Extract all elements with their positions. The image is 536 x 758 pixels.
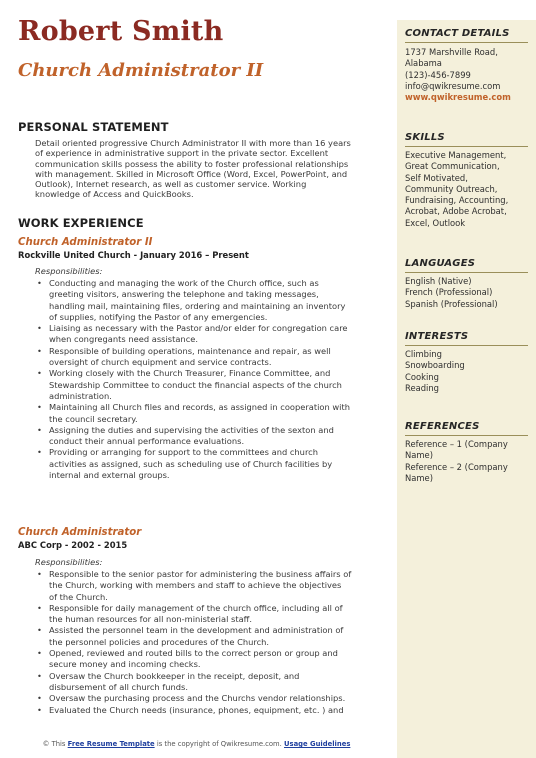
email[interactable]: info@qwikresume.com [405,80,501,91]
divider [405,42,528,43]
skill-item: Fundraising, Accounting, [405,195,509,206]
interest-item: Snowboarding [405,360,465,371]
list-item: • Opened, reviewed and routed bills to the correct person or group and secure money and incoming checks. [35,648,385,671]
responsibilities-list [35,278,385,481]
statement-line: knowledge of Access and QuickBooks. [35,189,194,200]
list-item: • Providing or arranging for support to the committees and church activities as assigned, such as scheduling use of Church facilities by internal and external groups. [35,447,385,481]
list-item: • Responsible for daily management of the church office, including all of the human resources for all non-ministerial staff. [35,603,385,626]
statement-line: Detail oriented progressive Church Administrator II with more than 16 years [35,138,351,148]
statement-line: of experience in administrative support in the private sector. Excellent [35,148,329,159]
list-item: • Responsible to the senior pastor for administering the business affairs of the Church, working with members and staff to achieve the objectives of the Church. [35,569,385,603]
responsibilities-label: Responsibilities: [35,266,103,276]
statement-line: Outlook), Internet research, as well as customer service. Working [35,179,307,190]
divider [405,272,528,273]
skill-item: Acrobat, Adobe Acrobat, [405,206,507,217]
divider [405,345,528,346]
interest-item: Reading [405,382,439,393]
divider [405,435,528,436]
job-title: Church Administrator II [18,237,153,248]
contact-details [405,47,533,103]
skill-item: Excel, Outlook [405,217,466,228]
languages-heading: LANGUAGES [405,258,476,269]
personal-statement-heading: PERSONAL STATEMENT [18,120,169,134]
statement-line: communication skills possess the ability to foster professional relationships [35,158,349,169]
interest-item: Cooking [405,371,439,382]
skills-heading: SKILLS [405,132,445,143]
skills-list [405,150,533,229]
list-item: • Working closely with the Church Treasurer, Finance Committee, and Stewardship Committee to conduct the financial aspects of the church administration. [35,368,385,402]
skill-item: Self Motivated, [405,172,468,183]
list-item: • Responsible of building operations, maintenance and repair, as well oversight of church equipment and service contracts. [35,346,385,369]
language-item: English (Native) [405,276,472,286]
work-experience-heading: WORK EXPERIENCE [18,216,144,230]
candidate-name: Robert Smith [18,16,224,47]
list-item: • Assigning the duties and supervising the activities of the sexton and conduct their annual performance evaluations. [35,425,385,448]
website-link[interactable]: www.qwikresume.com [405,92,511,103]
sidebar [397,20,536,758]
free-resume-template-link[interactable]: Free Resume Template [67,740,155,748]
skill-item: Great Communication, [405,161,500,172]
interests-list [405,349,533,394]
usage-guidelines-link[interactable]: Usage Guidelines [284,740,351,748]
list-item: • Evaluated the Church needs (insurance, phones, equipment, etc. ) and [35,705,385,716]
list-item: • Maintaining all Church files and records, as assigned in cooperation with the council secretary. [35,402,385,425]
address-line: 1737 Marshville Road, [405,47,498,57]
responsibilities-list [35,569,385,716]
contact-heading: CONTACT DETAILS [405,28,510,39]
phone: (123)-456-7899 [405,69,471,80]
skill-item: Executive Management, [405,150,507,160]
references-heading: REFERENCES [405,421,480,432]
job-company-dates: Rockville United Church - January 2016 – Present [18,250,249,260]
address-line: Alabama [405,58,442,69]
job-title: Church Administrator [18,527,142,538]
skill-item: Community Outreach, [405,183,498,194]
footer-middle: is the copyright of Qwikresume.com. [156,740,282,748]
languages-list [405,276,533,310]
interest-item: Climbing [405,349,442,359]
list-item: • Assisted the personnel team in the development and administration of the personnel policies and procedures of the Church. [35,625,385,648]
language-item: French (Professional) [405,287,493,298]
reference-item: Name) [405,472,433,483]
job-company-dates: ABC Corp - 2002 - 2015 [18,540,128,550]
copyright-footer [0,740,393,748]
interests-heading: INTERESTS [405,331,469,342]
candidate-title: Church Administrator II [18,60,264,81]
reference-item: Reference – 2 (Company [405,461,508,472]
references-list [405,439,533,484]
list-item: • Conducting and managing the work of the Church office, such as greeting visitors, answering the telephone and taking messages, handling mail, maintaining files, ordering and maintaining an inventory of supplies, notifying the Pastor of any emergencies. [35,278,385,323]
divider [405,146,528,147]
statement-line: with management. Skilled in Microsoft Office (Word, Excel, PowerPoint, and [35,168,348,179]
personal-statement-text [35,138,385,200]
list-item: • Liaising as necessary with the Pastor and/or elder for congregation care when congregants need assistance. [35,323,385,346]
language-item: Spanish (Professional) [405,298,498,309]
reference-item: Name) [405,450,433,461]
responsibilities-label: Responsibilities: [35,557,103,567]
reference-item: Reference – 1 (Company [405,439,508,449]
list-item: • Oversaw the Church bookkeeper in the receipt, deposit, and disbursement of all church funds. [35,671,385,694]
list-item: • Oversaw the purchasing process and the Churchs vendor relationships. [35,693,385,704]
footer-prefix: © This [42,740,66,748]
